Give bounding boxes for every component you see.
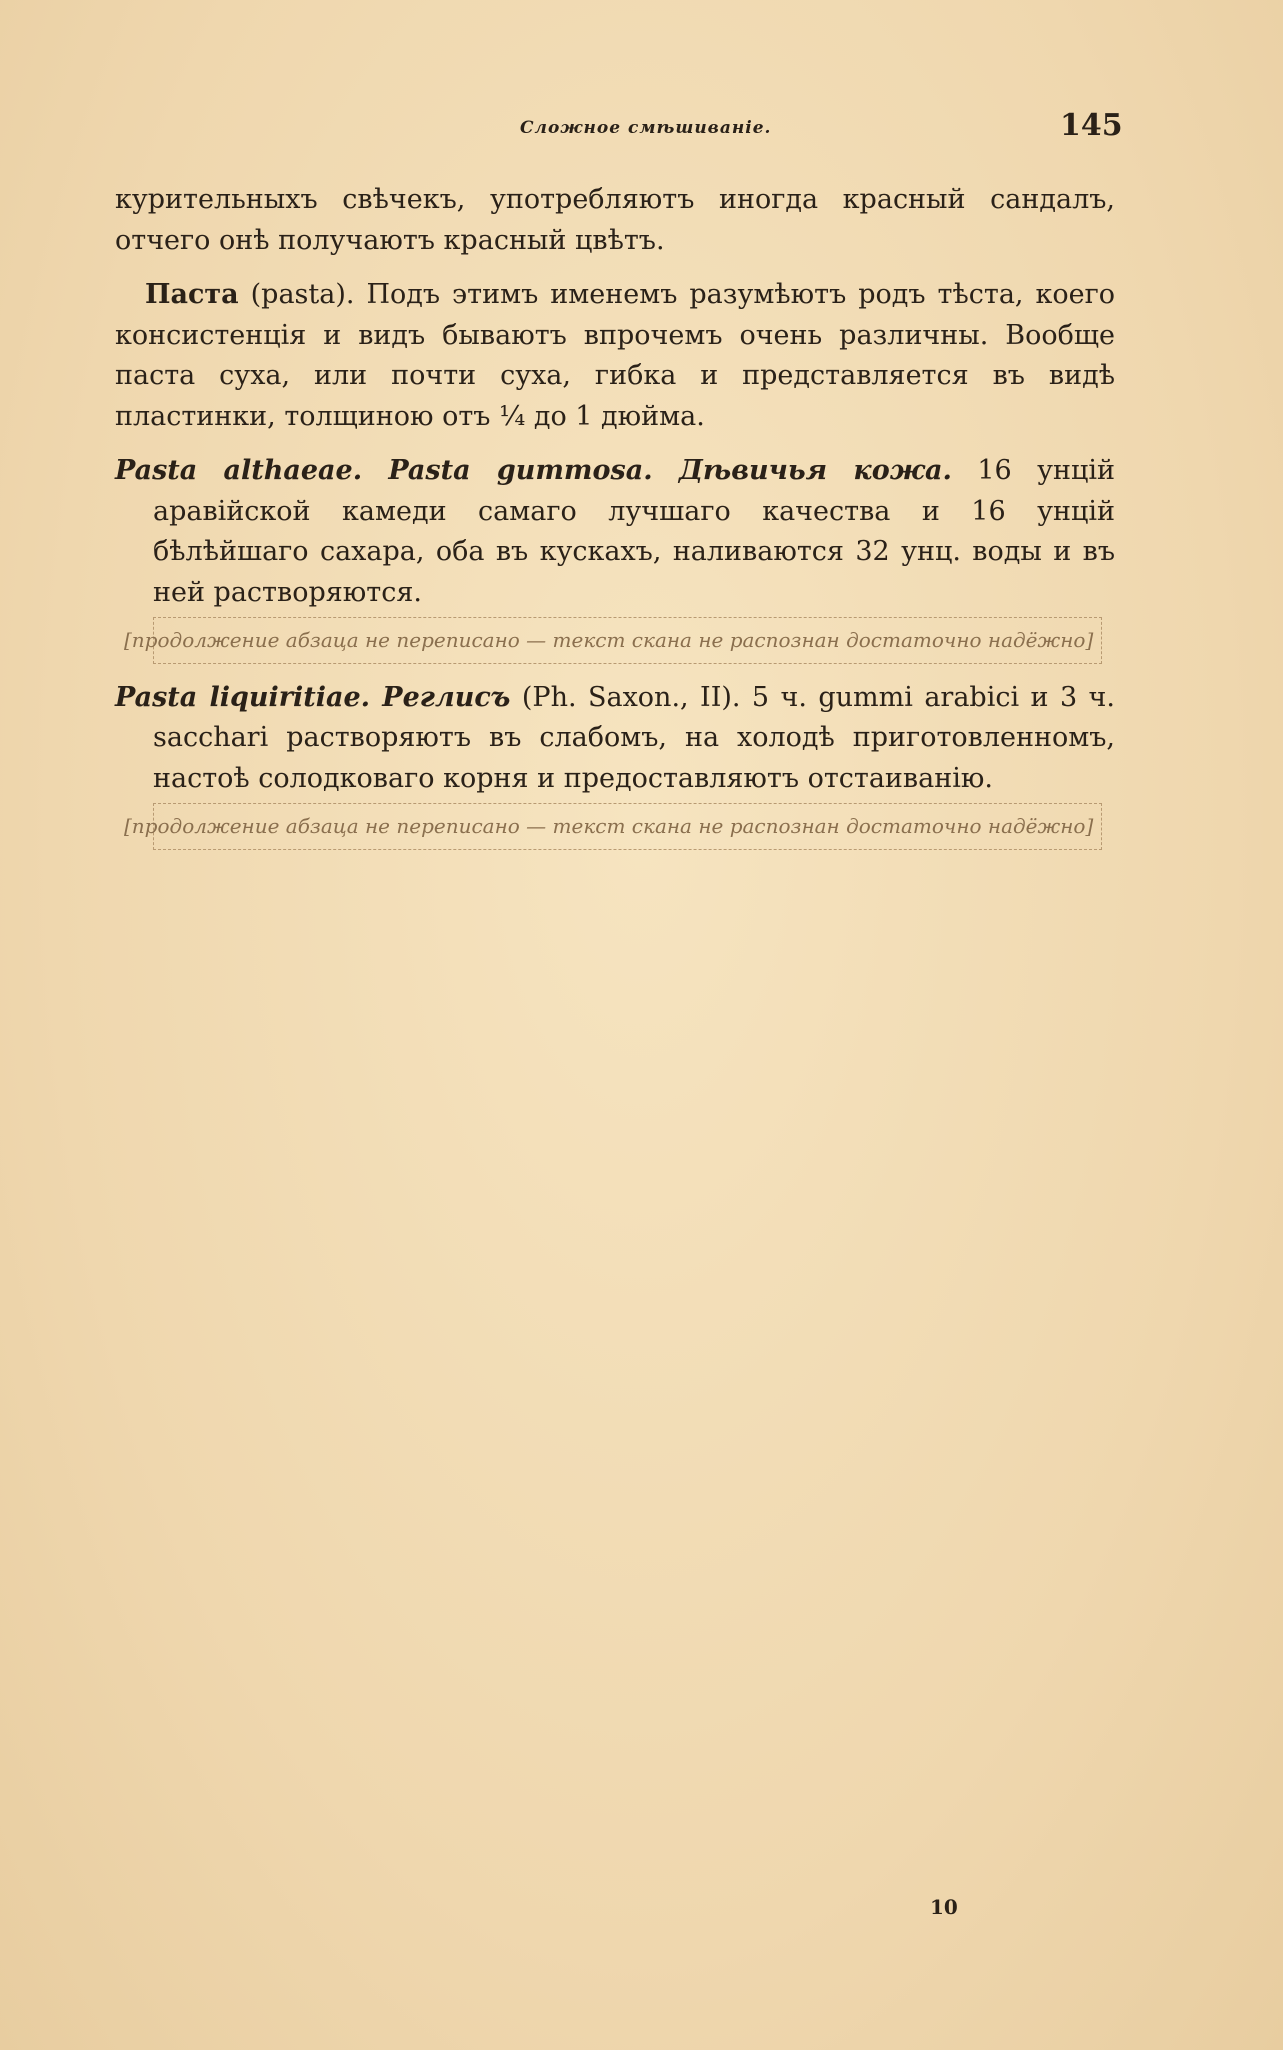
entry-term: Pasta althaeae. Pasta gummosa. Дѣвичья кожа. bbox=[115, 455, 952, 486]
paragraph-text: курительныхъ свѣчекъ, употребляютъ иногда красный сандалъ, отчего онѣ получаютъ красный цвѣтъ. bbox=[115, 184, 1115, 256]
page-header bbox=[0, 108, 1283, 148]
paragraph-continuation bbox=[115, 180, 1115, 261]
omitted-text-note: [продолжение абзаца не переписано — текст скана не распознан достаточно надёжно] bbox=[153, 617, 1102, 664]
paragraph-text: Подъ этимъ именемъ разумѣютъ родъ тѣста, коего консистенція и видъ бываютъ впрочемъ очень различны. Вообще паста суха, или почти суха, гибка и представляется въ видѣ пластинки, толщиною отъ ¼ до 1 дюйма. bbox=[115, 279, 1115, 432]
entry-pasta-althaeae bbox=[115, 451, 1115, 664]
page-number: 145 bbox=[1060, 108, 1123, 143]
entry-term: Pasta liquiritiae. Реглисъ bbox=[115, 681, 511, 713]
body-text bbox=[115, 180, 1115, 864]
entry-text: (Ph. Saxon., II). 5 ч. gummi arabici и 3 ч. sacchari растворяютъ въ слабомъ, на холодѣ приготовленномъ, настоѣ солодковаго корня и предоставляютъ отстаиванію. bbox=[153, 681, 1115, 794]
paragraph-pasta bbox=[115, 275, 1115, 437]
signature-mark: 10 bbox=[930, 1895, 958, 1919]
entry-text: 16 унцій аравійской камеди самаго лучшаго качества и 16 унцій бѣлѣйшаго сахара, оба въ кускахъ, наливаются 32 унц. воды и въ ней растворяются. bbox=[153, 455, 1115, 608]
lead-latin: (pasta). bbox=[250, 279, 355, 310]
entry-pasta-liquiritiae bbox=[115, 678, 1115, 850]
lead-word: Паста bbox=[145, 279, 239, 310]
running-head: Сложное смѣшиваніе. bbox=[520, 118, 772, 138]
omitted-text-note: [продолжение абзаца не переписано — текст скана не распознан достаточно надёжно] bbox=[153, 803, 1102, 850]
